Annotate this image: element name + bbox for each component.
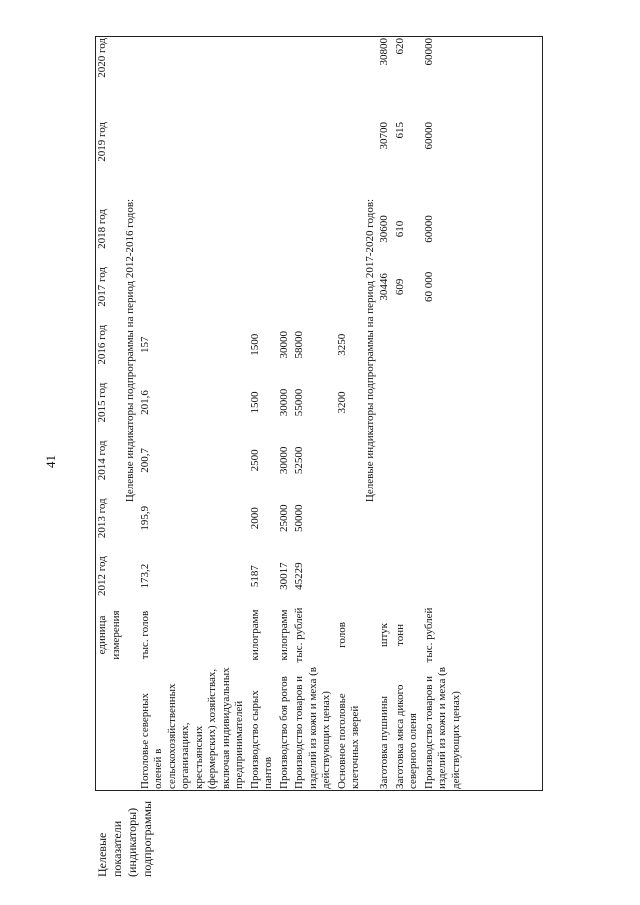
row-value: 201,6	[138, 390, 151, 415]
row-name: Заготовка пушнины	[378, 695, 390, 789]
row-value: 60 000	[422, 271, 435, 302]
row-value	[422, 374, 465, 432]
row-unit: тыс. рублей	[293, 607, 305, 663]
header-unit: единица измерения	[96, 610, 122, 660]
row-value: 1500	[248, 391, 261, 414]
row-value	[335, 489, 364, 547]
row-value	[377, 316, 393, 374]
row-name: Поголовье северных оленей в сельскохозяйственных организациях, крестьянских (фермерских) хозяйствах, включая индивидуальных предпринимателей	[138, 667, 245, 789]
row-value: 2500	[248, 449, 261, 472]
row-value	[393, 547, 422, 605]
row-value: 30600	[378, 215, 390, 243]
header-year: 2019 год	[96, 122, 108, 162]
header-year: 2015 год	[96, 382, 108, 423]
row-value	[248, 36, 277, 120]
row-value: 60000	[422, 122, 435, 150]
row-value: 55000	[293, 388, 305, 417]
row-unit: тыс. голов	[138, 610, 151, 660]
row-value	[248, 200, 277, 258]
header-year: 2017 год	[96, 266, 108, 307]
row-value: 30700	[378, 122, 390, 150]
header-year: 2016 год	[96, 324, 108, 365]
row-unit: голов	[335, 622, 348, 648]
table-row	[248, 36, 277, 791]
row-unit: штук	[378, 623, 390, 647]
table-row	[138, 36, 248, 791]
header-row	[95, 36, 124, 791]
row-value: 60000	[422, 38, 435, 66]
row-value: 60000	[422, 215, 435, 243]
row-value: 620	[393, 38, 406, 55]
row-value: 615	[393, 122, 406, 139]
row-value: 30000	[277, 330, 290, 359]
row-value: 50000	[293, 504, 305, 532]
row-value: 609	[393, 278, 406, 296]
row-value	[377, 374, 393, 432]
row-value	[393, 316, 422, 374]
table-row	[292, 36, 335, 791]
row-name: Производство боя рогов	[277, 676, 290, 789]
row-value: 30017	[277, 562, 290, 590]
section-title: Целевые индикаторы подпрограммы на период 2012-2016 годов:	[124, 198, 136, 503]
row-value	[422, 316, 465, 374]
row-value: 45229	[293, 562, 305, 590]
row-value	[248, 258, 277, 316]
row-value	[277, 120, 293, 200]
section-spacer	[124, 665, 138, 791]
row-value	[377, 431, 393, 489]
section-title: Целевые индикаторы подпрограммы на период 2017-2020 годов:	[363, 198, 376, 503]
row-value	[422, 489, 465, 547]
row-value	[422, 547, 465, 605]
indicator-table	[95, 36, 464, 791]
row-value	[335, 547, 364, 605]
row-value	[292, 258, 335, 316]
rotated-document	[95, 37, 541, 877]
table-row	[377, 36, 393, 791]
row-unit: килограмм	[248, 609, 261, 661]
row-value: 5187	[248, 565, 261, 588]
row-value	[335, 431, 364, 489]
row-value: 52500	[293, 446, 305, 475]
row-value	[393, 489, 422, 547]
row-value: 195,9	[138, 505, 151, 531]
row-value	[393, 431, 422, 489]
page-number: 41	[43, 455, 58, 468]
section-title-row	[364, 36, 378, 791]
row-value	[138, 36, 248, 120]
row-value: 58000	[293, 330, 305, 359]
section-spacer	[364, 665, 378, 791]
table-row	[422, 36, 465, 791]
row-name: Основное поголовье клеточных зверей	[335, 693, 361, 789]
row-value	[335, 120, 364, 200]
header-year: 2020 год	[96, 38, 108, 78]
row-unit: тыс. рублей	[422, 607, 435, 663]
row-value	[422, 431, 465, 489]
row-value	[377, 489, 393, 547]
row-value	[138, 200, 248, 258]
row-value	[248, 120, 277, 200]
row-value: 1500	[248, 333, 261, 356]
row-value: 173,2	[138, 563, 151, 589]
row-value: 610	[393, 220, 406, 238]
header-year: 2018 год	[96, 209, 108, 249]
row-value	[277, 36, 293, 120]
row-value: 3250	[335, 333, 348, 356]
row-value	[335, 258, 364, 316]
section-title-row	[124, 36, 138, 791]
row-name: Заготовка мяса дикого северного оленя	[393, 684, 419, 789]
header-empty	[95, 665, 124, 791]
row-value	[277, 258, 293, 316]
row-value	[277, 200, 293, 258]
header-year: 2013 год	[96, 498, 108, 539]
header-year: 2012 год	[96, 556, 108, 596]
table-row	[277, 36, 293, 791]
table-row	[393, 36, 422, 791]
row-value: 3200	[335, 391, 348, 414]
row-value	[335, 36, 364, 120]
row-value	[393, 374, 422, 432]
row-name: Производство товаров и изделий из кожи и меха (в действующих ценах)	[422, 667, 462, 789]
row-name: Производство сырых пантов	[248, 690, 274, 789]
row-value: 30000	[277, 388, 290, 417]
row-unit: килограмм	[277, 609, 290, 661]
row-name: Производство товаров и изделий из кожи и меха (в действующих ценах)	[293, 667, 332, 789]
row-value	[138, 258, 248, 316]
row-value	[292, 36, 335, 120]
table-row	[335, 36, 364, 791]
row-value: 30000	[277, 446, 290, 475]
row-value: 200,7	[138, 448, 151, 473]
row-value: 30800	[378, 38, 390, 66]
row-value: 30446	[378, 273, 390, 301]
row-value	[292, 120, 335, 200]
row-value: 157	[138, 336, 151, 353]
row-value	[292, 200, 335, 258]
row-value	[138, 120, 248, 200]
row-value	[335, 200, 364, 258]
row-value	[377, 547, 393, 605]
row-value: 2000	[248, 507, 261, 530]
header-year: 2014 год	[96, 440, 108, 481]
row-value: 25000	[277, 504, 290, 532]
row-unit: тонн	[393, 624, 406, 646]
row-header-label: Целевые показатели (индикаторы) подпрограммы	[95, 800, 154, 877]
